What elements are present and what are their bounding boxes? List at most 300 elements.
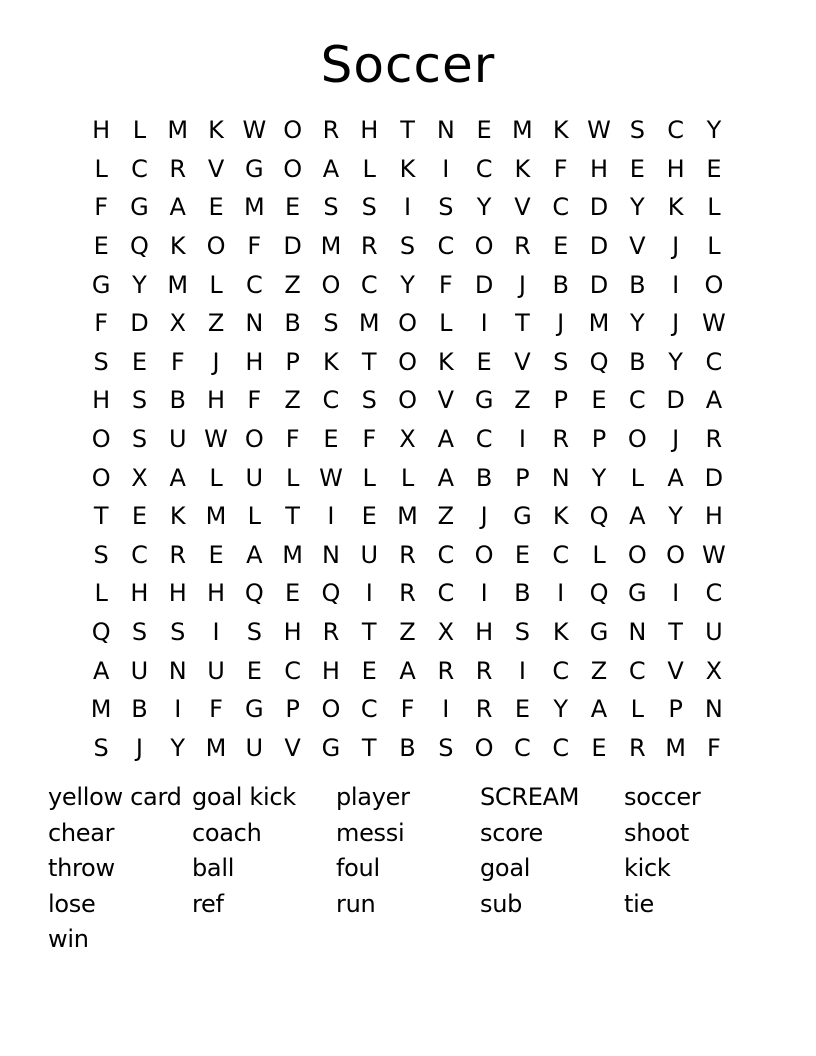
- grid-letter[interactable]: C: [284, 656, 302, 685]
- grid-letter[interactable]: N: [168, 656, 187, 685]
- grid-letter[interactable]: K: [667, 193, 684, 222]
- grid-letter[interactable]: R: [322, 618, 340, 647]
- grid-letter[interactable]: O: [283, 154, 303, 183]
- grid-letter[interactable]: S: [323, 193, 339, 222]
- grid-letter[interactable]: L: [400, 463, 415, 492]
- grid-letter[interactable]: H: [283, 618, 302, 647]
- grid-letter[interactable]: Z: [590, 656, 608, 685]
- grid-letter[interactable]: A: [667, 463, 684, 492]
- grid-letter[interactable]: T: [285, 502, 300, 531]
- grid-letter[interactable]: F: [553, 154, 568, 183]
- grid-letter[interactable]: Y: [629, 309, 645, 338]
- grid-letter[interactable]: V: [437, 386, 455, 415]
- grid-letter[interactable]: C: [322, 386, 340, 415]
- grid-letter[interactable]: V: [514, 347, 531, 376]
- grid-letter[interactable]: O: [91, 425, 111, 454]
- grid-letter[interactable]: W: [702, 540, 726, 569]
- grid-letter[interactable]: L: [630, 463, 644, 492]
- grid-letter[interactable]: W: [242, 116, 267, 145]
- grid-letter[interactable]: G: [130, 193, 149, 222]
- grid-letter[interactable]: H: [207, 579, 226, 608]
- grid-letter[interactable]: X: [169, 309, 186, 338]
- grid-letter[interactable]: I: [480, 309, 488, 338]
- grid-letter[interactable]: X: [399, 425, 416, 454]
- grid-letter[interactable]: X: [437, 618, 455, 647]
- grid-letter[interactable]: J: [135, 733, 143, 762]
- grid-letter[interactable]: M: [205, 502, 227, 531]
- grid-letter[interactable]: H: [666, 154, 685, 183]
- grid-letter[interactable]: Y: [668, 502, 683, 531]
- grid-letter[interactable]: Q: [589, 579, 609, 608]
- grid-letter[interactable]: W: [587, 116, 611, 145]
- grid-letter[interactable]: S: [438, 733, 454, 762]
- grid-letter[interactable]: W: [702, 309, 726, 338]
- grid-letter[interactable]: S: [629, 116, 645, 145]
- grid-letter[interactable]: Z: [514, 386, 531, 415]
- grid-letter[interactable]: D: [666, 386, 685, 415]
- grid-letter[interactable]: L: [209, 270, 223, 299]
- grid-letter[interactable]: C: [475, 425, 493, 454]
- word-bank-item: win: [48, 925, 89, 953]
- grid-letter[interactable]: R: [552, 425, 570, 454]
- grid-letter[interactable]: R: [705, 425, 723, 454]
- grid-letter[interactable]: M: [167, 116, 189, 145]
- grid-letter[interactable]: K: [552, 116, 569, 145]
- grid-letter[interactable]: S: [93, 347, 109, 376]
- grid-letter[interactable]: O: [398, 309, 417, 338]
- word-bank-item: throw: [48, 854, 115, 882]
- grid-letter[interactable]: E: [514, 695, 530, 724]
- grid-letter[interactable]: E: [131, 347, 148, 376]
- grid-letter[interactable]: E: [476, 116, 492, 145]
- grid-letter[interactable]: Q: [130, 232, 149, 261]
- grid-letter[interactable]: Y: [170, 733, 186, 762]
- grid-letter[interactable]: M: [243, 193, 265, 222]
- grid-letter[interactable]: E: [591, 733, 607, 762]
- grid-letter[interactable]: L: [707, 232, 721, 261]
- grid-letter[interactable]: F: [438, 270, 453, 299]
- grid-letter[interactable]: R: [169, 540, 187, 569]
- grid-letter[interactable]: I: [480, 579, 488, 608]
- grid-letter[interactable]: T: [400, 116, 415, 145]
- grid-letter[interactable]: C: [628, 386, 646, 415]
- grid-letter[interactable]: V: [284, 733, 301, 762]
- grid-letter[interactable]: M: [282, 540, 303, 569]
- grid-letter[interactable]: K: [208, 116, 224, 145]
- word-bank-item: ball: [192, 854, 235, 882]
- grid-letter[interactable]: B: [399, 733, 416, 762]
- grid-letter[interactable]: A: [705, 386, 723, 415]
- grid-letter[interactable]: F: [209, 695, 223, 724]
- grid-letter[interactable]: I: [442, 154, 450, 183]
- grid-letter[interactable]: M: [512, 116, 533, 145]
- grid-letter[interactable]: B: [552, 270, 569, 299]
- grid-letter[interactable]: S: [361, 386, 377, 415]
- grid-letter[interactable]: E: [553, 232, 569, 261]
- grid-letter[interactable]: I: [327, 502, 335, 531]
- grid-letter[interactable]: H: [130, 579, 149, 608]
- grid-letter[interactable]: C: [552, 656, 570, 685]
- grid-letter[interactable]: B: [475, 463, 493, 492]
- grid-letter[interactable]: P: [285, 695, 300, 724]
- grid-letter[interactable]: R: [169, 154, 187, 183]
- grid-letter[interactable]: B: [169, 386, 186, 415]
- grid-letter[interactable]: E: [285, 579, 301, 608]
- word-bank-item: run: [336, 889, 376, 918]
- grid-letter[interactable]: E: [131, 502, 148, 531]
- grid-letter[interactable]: J: [672, 232, 680, 261]
- grid-letter[interactable]: Z: [207, 309, 225, 338]
- grid-letter[interactable]: L: [362, 463, 376, 492]
- grid-letter[interactable]: S: [131, 425, 148, 454]
- grid-letter[interactable]: L: [439, 309, 453, 338]
- grid-letter[interactable]: R: [360, 232, 378, 261]
- grid-letter[interactable]: N: [245, 309, 264, 338]
- grid-letter[interactable]: A: [437, 463, 455, 492]
- grid-letter[interactable]: N: [704, 695, 723, 724]
- grid-letter[interactable]: I: [365, 579, 373, 608]
- grid-letter[interactable]: M: [90, 695, 112, 724]
- grid-letter[interactable]: K: [437, 347, 454, 376]
- grid-letter[interactable]: C: [437, 540, 455, 569]
- grid-letter[interactable]: U: [207, 656, 225, 685]
- grid-letter[interactable]: N: [628, 618, 647, 647]
- grid-letter[interactable]: A: [399, 656, 416, 685]
- grid-letter[interactable]: K: [169, 232, 186, 261]
- grid-letter[interactable]: A: [629, 502, 646, 531]
- grid-letter[interactable]: U: [360, 540, 379, 569]
- grid-letter[interactable]: F: [94, 193, 109, 222]
- grid-letter[interactable]: B: [131, 695, 148, 724]
- grid-letter[interactable]: A: [169, 463, 186, 492]
- grid-letter[interactable]: T: [93, 502, 109, 531]
- grid-letter[interactable]: V: [207, 154, 225, 183]
- grid-letter[interactable]: C: [437, 579, 455, 608]
- grid-letter[interactable]: Q: [589, 502, 609, 531]
- grid-letter[interactable]: H: [704, 502, 723, 531]
- grid-letter[interactable]: K: [552, 618, 569, 647]
- grid-letter[interactable]: S: [93, 733, 109, 762]
- grid-letter[interactable]: R: [475, 695, 493, 724]
- grid-letter[interactable]: D: [589, 193, 609, 222]
- word-bank-item: SCREAM: [480, 783, 580, 811]
- grid-letter[interactable]: I: [518, 425, 526, 454]
- grid-letter[interactable]: C: [131, 540, 148, 569]
- grid-letter[interactable]: J: [672, 309, 680, 338]
- grid-letter[interactable]: T: [515, 309, 530, 338]
- grid-letter[interactable]: H: [92, 386, 111, 415]
- grid-letter[interactable]: C: [552, 193, 570, 222]
- grid-letter[interactable]: I: [672, 579, 680, 608]
- grid-letter[interactable]: A: [322, 154, 340, 183]
- grid-letter[interactable]: L: [247, 502, 262, 531]
- grid-letter[interactable]: E: [361, 502, 377, 531]
- grid-letter[interactable]: R: [514, 232, 531, 261]
- grid-letter[interactable]: E: [706, 154, 722, 183]
- grid-letter[interactable]: O: [398, 386, 417, 415]
- grid-letter[interactable]: Y: [706, 116, 722, 145]
- grid-letter[interactable]: O: [206, 232, 226, 261]
- word-bank-item: player: [336, 783, 410, 811]
- grid-letter[interactable]: E: [246, 656, 262, 685]
- grid-letter[interactable]: J: [480, 502, 488, 531]
- grid-letter[interactable]: U: [705, 618, 723, 647]
- grid-letter[interactable]: C: [667, 116, 684, 145]
- grid-letter[interactable]: E: [514, 540, 530, 569]
- grid-letter[interactable]: D: [589, 270, 609, 299]
- grid-letter[interactable]: S: [553, 347, 569, 376]
- grid-letter[interactable]: L: [592, 540, 606, 569]
- grid-letter[interactable]: M: [167, 270, 189, 299]
- grid-letter[interactable]: H: [168, 579, 187, 608]
- word-bank-item: sub: [480, 889, 523, 918]
- grid-letter[interactable]: E: [361, 656, 377, 685]
- grid-letter[interactable]: T: [361, 733, 377, 762]
- grid-letter[interactable]: O: [666, 540, 686, 569]
- grid-letter[interactable]: W: [204, 425, 228, 454]
- grid-letter[interactable]: Q: [589, 347, 609, 376]
- grid-letter[interactable]: Q: [91, 618, 111, 647]
- grid-letter[interactable]: D: [589, 232, 609, 261]
- grid-letter[interactable]: Z: [284, 270, 301, 299]
- grid-letter[interactable]: C: [552, 540, 570, 569]
- grid-letter[interactable]: S: [361, 193, 377, 222]
- grid-letter[interactable]: H: [321, 656, 340, 685]
- grid-letter[interactable]: K: [169, 502, 186, 531]
- grid-letter[interactable]: M: [665, 733, 686, 762]
- grid-letter[interactable]: W: [319, 463, 343, 492]
- grid-letter[interactable]: B: [629, 270, 646, 299]
- grid-letter[interactable]: G: [91, 270, 111, 299]
- grid-letter[interactable]: R: [399, 540, 416, 569]
- grid-letter[interactable]: L: [285, 463, 300, 492]
- grid-letter[interactable]: P: [515, 463, 530, 492]
- grid-letter[interactable]: K: [323, 347, 339, 376]
- grid-letter[interactable]: L: [209, 463, 223, 492]
- grid-letter[interactable]: U: [245, 463, 264, 492]
- grid-letter[interactable]: S: [323, 309, 339, 338]
- grid-letter[interactable]: E: [323, 425, 339, 454]
- grid-letter[interactable]: S: [93, 540, 109, 569]
- grid-letter[interactable]: D: [283, 232, 302, 261]
- grid-letter[interactable]: E: [285, 193, 301, 222]
- grid-letter[interactable]: I: [403, 193, 412, 222]
- grid-letter[interactable]: D: [474, 270, 494, 299]
- grid-letter[interactable]: S: [438, 193, 454, 222]
- grid-letter[interactable]: Y: [629, 193, 645, 222]
- grid-letter[interactable]: C: [628, 656, 646, 685]
- grid-letter[interactable]: O: [474, 733, 494, 762]
- grid-letter[interactable]: S: [131, 618, 148, 647]
- grid-letter[interactable]: O: [474, 540, 494, 569]
- grid-letter[interactable]: D: [704, 463, 724, 492]
- grid-letter[interactable]: G: [474, 386, 494, 415]
- grid-letter[interactable]: L: [630, 695, 644, 724]
- grid-letter[interactable]: O: [321, 695, 341, 724]
- grid-letter[interactable]: K: [514, 154, 531, 183]
- grid-letter[interactable]: G: [628, 579, 647, 608]
- grid-letter[interactable]: V: [629, 232, 646, 261]
- grid-letter[interactable]: I: [442, 695, 450, 724]
- grid-letter[interactable]: I: [557, 579, 565, 608]
- grid-letter[interactable]: G: [589, 618, 609, 647]
- grid-letter[interactable]: C: [437, 232, 455, 261]
- grid-letter[interactable]: M: [588, 309, 610, 338]
- word-bank-item: foul: [336, 854, 380, 882]
- grid-letter[interactable]: G: [513, 502, 532, 531]
- grid-letter[interactable]: U: [245, 733, 264, 762]
- grid-letter[interactable]: L: [707, 193, 721, 222]
- grid-letter[interactable]: S: [131, 386, 148, 415]
- grid-letter[interactable]: C: [705, 347, 723, 376]
- grid-letter[interactable]: C: [360, 270, 378, 299]
- grid-letter[interactable]: J: [557, 309, 565, 338]
- grid-letter[interactable]: A: [92, 656, 110, 685]
- grid-letter[interactable]: N: [551, 463, 570, 492]
- grid-letter[interactable]: D: [130, 309, 149, 338]
- grid-letter[interactable]: J: [212, 347, 220, 376]
- grid-letter[interactable]: F: [285, 425, 300, 454]
- grid-letter[interactable]: O: [627, 425, 647, 454]
- grid-letter[interactable]: A: [169, 193, 186, 222]
- grid-letter[interactable]: B: [514, 579, 531, 608]
- grid-letter[interactable]: C: [360, 695, 378, 724]
- grid-letter[interactable]: K: [399, 154, 416, 183]
- grid-letter[interactable]: L: [362, 154, 376, 183]
- grid-letter[interactable]: N: [321, 540, 340, 569]
- grid-letter[interactable]: C: [245, 270, 263, 299]
- grid-letter[interactable]: H: [245, 347, 264, 376]
- grid-letter[interactable]: H: [475, 618, 494, 647]
- grid-letter[interactable]: E: [476, 347, 492, 376]
- grid-letter[interactable]: X: [705, 656, 723, 685]
- grid-letter[interactable]: Q: [321, 579, 341, 608]
- grid-letter[interactable]: E: [93, 232, 109, 261]
- grid-letter[interactable]: Y: [400, 270, 415, 299]
- grid-letter[interactable]: P: [591, 425, 607, 454]
- grid-letter[interactable]: L: [94, 579, 108, 608]
- grid-letter[interactable]: A: [437, 425, 455, 454]
- grid-letter[interactable]: R: [322, 116, 340, 145]
- grid-letter[interactable]: S: [514, 618, 531, 647]
- grid-letter[interactable]: I: [212, 618, 220, 647]
- grid-letter[interactable]: C: [705, 579, 723, 608]
- grid-letter[interactable]: H: [360, 116, 379, 145]
- grid-letter[interactable]: L: [94, 154, 108, 183]
- grid-letter[interactable]: E: [208, 540, 224, 569]
- grid-letter[interactable]: Z: [284, 386, 301, 415]
- grid-letter[interactable]: V: [667, 656, 684, 685]
- grid-letter[interactable]: M: [397, 502, 418, 531]
- grid-letter[interactable]: G: [321, 733, 341, 762]
- grid-letter[interactable]: O: [474, 232, 494, 261]
- grid-letter[interactable]: R: [628, 733, 646, 762]
- grid-letter[interactable]: P: [668, 695, 683, 724]
- grid-letter[interactable]: O: [244, 425, 264, 454]
- grid-letter[interactable]: E: [208, 193, 224, 222]
- grid-letter[interactable]: J: [672, 425, 680, 454]
- grid-letter[interactable]: X: [131, 463, 148, 492]
- grid-letter[interactable]: I: [174, 695, 182, 724]
- grid-letter[interactable]: I: [518, 656, 526, 685]
- word-bank-item: score: [480, 818, 543, 847]
- grid-letter[interactable]: C: [514, 733, 531, 762]
- grid-letter[interactable]: H: [589, 154, 609, 183]
- grid-letter[interactable]: S: [246, 618, 262, 647]
- grid-letter[interactable]: J: [518, 270, 526, 299]
- grid-letter[interactable]: B: [629, 347, 646, 376]
- grid-letter[interactable]: T: [668, 618, 683, 647]
- grid-letter[interactable]: S: [399, 232, 416, 261]
- grid-letter[interactable]: C: [475, 154, 493, 183]
- grid-letter[interactable]: Y: [132, 270, 147, 299]
- grid-letter[interactable]: Q: [244, 579, 264, 608]
- grid-letter[interactable]: O: [398, 347, 417, 376]
- grid-letter[interactable]: M: [320, 232, 342, 261]
- grid-letter[interactable]: A: [246, 540, 263, 569]
- grid-letter[interactable]: K: [552, 502, 569, 531]
- grid-letter[interactable]: Z: [437, 502, 455, 531]
- grid-letter[interactable]: H: [207, 386, 226, 415]
- grid-letter[interactable]: F: [170, 347, 185, 376]
- grid-letter[interactable]: V: [514, 193, 531, 222]
- grid-letter[interactable]: R: [475, 656, 493, 685]
- grid-letter[interactable]: B: [284, 309, 301, 338]
- grid-letter[interactable]: M: [358, 309, 380, 338]
- grid-letter[interactable]: G: [245, 695, 264, 724]
- grid-letter[interactable]: E: [629, 154, 645, 183]
- grid-letter[interactable]: P: [285, 347, 300, 376]
- grid-letter[interactable]: Y: [476, 193, 492, 222]
- grid-letter[interactable]: E: [591, 386, 607, 415]
- grid-letter[interactable]: I: [672, 270, 680, 299]
- grid-letter[interactable]: C: [552, 733, 570, 762]
- grid-letter[interactable]: O: [321, 270, 341, 299]
- grid-letter[interactable]: M: [205, 733, 227, 762]
- grid-letter[interactable]: Y: [553, 695, 569, 724]
- grid-letter[interactable]: F: [247, 232, 262, 261]
- grid-letter[interactable]: P: [553, 386, 568, 415]
- word-bank-item: ref: [192, 889, 224, 918]
- grid-letter[interactable]: C: [131, 154, 148, 183]
- grid-letter[interactable]: Y: [591, 463, 607, 492]
- grid-letter[interactable]: U: [130, 656, 149, 685]
- word-bank-item: tie: [624, 889, 654, 918]
- grid-letter[interactable]: O: [283, 116, 303, 145]
- grid-letter[interactable]: O: [704, 270, 724, 299]
- grid-letter[interactable]: Y: [668, 347, 683, 376]
- grid-letter[interactable]: F: [400, 695, 415, 724]
- grid-letter[interactable]: F: [706, 733, 721, 762]
- grid-letter[interactable]: S: [170, 618, 186, 647]
- grid-letter[interactable]: R: [399, 579, 416, 608]
- grid-letter[interactable]: F: [247, 386, 262, 415]
- grid-letter[interactable]: T: [361, 347, 377, 376]
- grid-letter[interactable]: T: [361, 618, 377, 647]
- grid-letter[interactable]: R: [437, 656, 455, 685]
- grid-letter[interactable]: A: [590, 695, 608, 724]
- grid-letter[interactable]: U: [168, 425, 187, 454]
- grid-letter[interactable]: O: [627, 540, 647, 569]
- grid-letter[interactable]: G: [245, 154, 264, 183]
- grid-letter[interactable]: F: [362, 425, 377, 454]
- grid-letter[interactable]: H: [92, 116, 111, 145]
- grid-letter[interactable]: N: [436, 116, 455, 145]
- grid-letter[interactable]: O: [91, 463, 111, 492]
- grid-letter[interactable]: Z: [399, 618, 416, 647]
- grid-letter[interactable]: L: [132, 116, 147, 145]
- grid-letter[interactable]: F: [94, 309, 109, 338]
